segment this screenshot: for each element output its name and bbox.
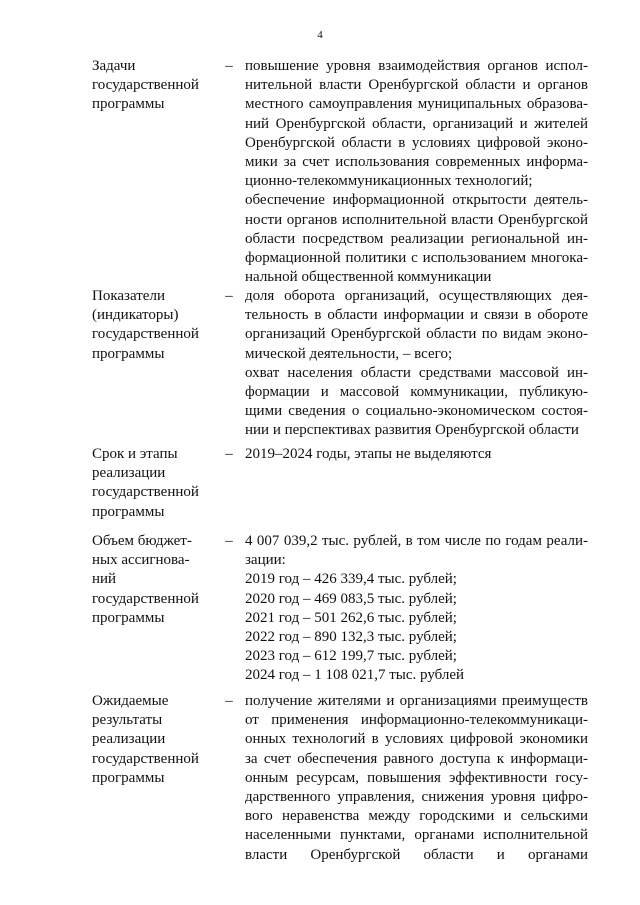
- content-line: 2019 год – 426 339,4 тыс. рублей;: [245, 571, 457, 588]
- content-line: 4 007 039,2 тыс. рублей, в том числе по годам реали-: [245, 533, 588, 549]
- content-line: 2021 год – 501 262,6 тыс. рублей;: [245, 609, 457, 626]
- content-line: формационной политики с использованием многока-: [245, 250, 588, 267]
- content-line: формации и массовой коммуникации, публикую-: [245, 384, 588, 401]
- content-line: 2023 год – 612 199,7 тыс. рублей;: [245, 648, 457, 665]
- label-line: Объем бюджет-: [92, 533, 192, 549]
- content-line: области посредством реализации региональной ин-: [245, 230, 588, 247]
- content-line: Оренбургской области в условиях цифровой эконо-: [245, 134, 588, 151]
- content-line: вого неравенства между городскими и сельскими: [245, 808, 588, 825]
- content-line: онных технологий в условиях цифровой экономики: [245, 731, 588, 748]
- label-line: государственной: [92, 326, 199, 343]
- content-line: получение жителями и организациями преимуществ: [245, 693, 588, 709]
- label-line: программы: [92, 503, 165, 520]
- content-line: мической деятельности, – всего;: [245, 345, 453, 362]
- dash: –: [225, 693, 233, 709]
- label-line: реализации: [92, 731, 166, 748]
- label-line: результаты: [92, 712, 163, 729]
- label-line: государственной: [92, 77, 199, 94]
- content-line: нальной общественной коммуникации: [245, 269, 492, 286]
- section-label: [92, 532, 217, 628]
- label-line: государственной: [92, 750, 199, 767]
- content-line: дарственного управления, снижения уровня цифро-: [245, 789, 588, 806]
- content-line: ний Оренбургской области, организаций и жителей: [245, 115, 588, 132]
- content-line: нии и перспективах развития Оренбургской области: [245, 422, 579, 439]
- content-line: ности органов исполнительной власти Оренбургской: [245, 211, 588, 228]
- content-line: доля оборота организаций, осуществляющих дея-: [245, 288, 588, 304]
- dash: –: [225, 58, 233, 74]
- label-line: программы: [92, 769, 165, 786]
- label-line: программы: [92, 609, 165, 626]
- label-line: Срок и этапы: [92, 446, 178, 462]
- section-label: [92, 692, 217, 788]
- content-line: 2022 год – 890 132,3 тыс. рублей;: [245, 629, 457, 646]
- content-line: зации:: [245, 552, 286, 569]
- label-line: государственной: [92, 590, 199, 607]
- content-line: нительной власти Оренбургской области и органов: [245, 77, 588, 94]
- section-label: [92, 287, 217, 364]
- label-line: Показатели: [92, 288, 165, 304]
- content-line: мики за счет использования современных информа-: [245, 154, 588, 171]
- section-content: [245, 57, 588, 287]
- content-line: тельность в области информации и связи в обороте: [245, 307, 588, 324]
- label-line: Задачи: [92, 58, 136, 74]
- label-line: (индикаторы): [92, 307, 179, 324]
- section-content: [245, 445, 588, 464]
- page-number: 4: [317, 29, 323, 41]
- content-line: местного самоуправления муниципальных образова-: [245, 96, 588, 113]
- dash: –: [225, 288, 233, 304]
- label-line: ний: [92, 571, 117, 588]
- content-line: повышение уровня взаимодействия органов испол-: [245, 58, 588, 74]
- label-line: программы: [92, 96, 165, 113]
- content-line: 2024 год – 1 108 021,7 тыс. рублей: [245, 667, 465, 684]
- label-line: ных ассигнова-: [92, 552, 190, 569]
- dash: –: [225, 446, 233, 462]
- content-line: от применения информационно-телекоммуникаци-: [245, 712, 588, 729]
- content-line: власти Оренбургской области и органами: [245, 846, 588, 863]
- label-line: программы: [92, 345, 165, 362]
- dash: –: [225, 533, 233, 549]
- content-line: организаций Оренбургской области по видам эконо-: [245, 326, 588, 343]
- content-line: ционно-телекоммуникационных технологий;: [245, 173, 533, 190]
- content-line: за счет обеспечения равного доступа к информаци-: [245, 750, 588, 767]
- section-content: [245, 692, 588, 865]
- section-content: [245, 287, 588, 441]
- content-line: населенными пунктами, органами исполнительной: [245, 827, 588, 844]
- content-line: 2019–2024 годы, этапы не выделяются: [245, 446, 492, 462]
- label-line: Ожидаемые: [92, 693, 169, 709]
- section-label: [92, 57, 217, 115]
- content-line: охват населения области средствами массовой ин-: [245, 364, 588, 381]
- content-line: онным ресурсам, повышения эффективности госу-: [245, 769, 588, 786]
- content-line: обеспечение информационной открытости деятель-: [245, 192, 588, 209]
- content-line: щими сведения о социально-экономическом состоя-: [245, 403, 588, 420]
- content-line: 2020 год – 469 083,5 тыс. рублей;: [245, 590, 457, 607]
- label-line: реализации: [92, 465, 166, 482]
- section-label: [92, 445, 217, 522]
- label-line: государственной: [92, 484, 199, 501]
- section-content: [245, 532, 588, 686]
